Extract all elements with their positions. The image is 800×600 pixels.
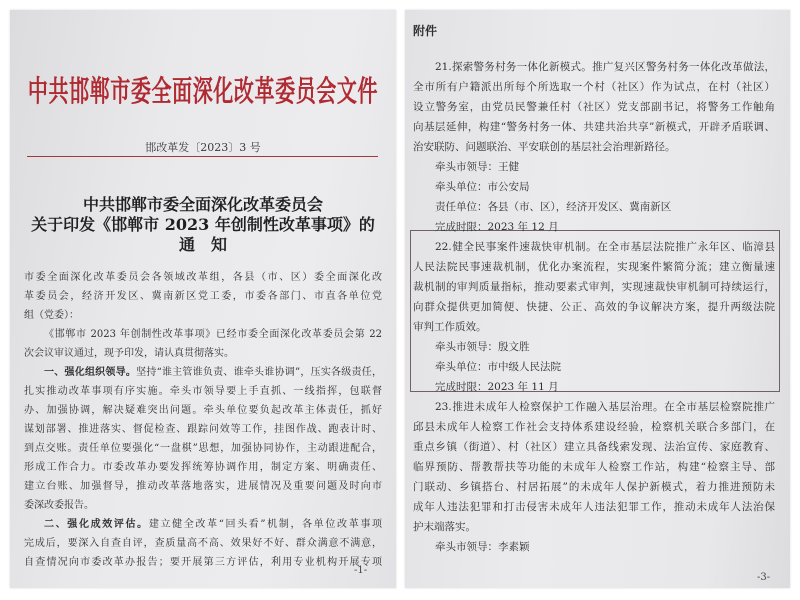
paragraph-line: 革委员会，经济开发区、冀南新区党工委，市委各部门、市直各单位党 bbox=[24, 291, 382, 302]
document-number: 邯改革发〔2023〕3 号 bbox=[145, 141, 261, 154]
paragraph-line: 办、加强协调，解决疑难突出问题。牵头单位要负起改革主体责任，抓好 bbox=[24, 405, 382, 416]
paragraph-line: 市委全面深化改革委员会各领域改革组，各县（市、区）委全面深化改 bbox=[24, 272, 382, 283]
paragraph-line: 裁机制的审判质量指标，推动要素式审判，实现速裁快审机制可持续运行， bbox=[413, 281, 775, 293]
paragraph-line: 形成工作合力。市委改革办要发挥统筹协调作用，制定方案、明确责任、 bbox=[24, 462, 382, 473]
section-text: 建立健全改革“回头看”机制，各单位改革事项 bbox=[148, 519, 382, 530]
paragraph-line: 审判工作质效。 bbox=[413, 321, 487, 333]
paragraph-line: 成年人违法犯罪和打击侵害未成年人违法犯罪工作，推动未成年人法治保 bbox=[413, 501, 775, 513]
paragraph-line bbox=[44, 517, 382, 532]
document-page-1 bbox=[10, 10, 396, 588]
paragraph-line: 次会议审议通过，现予印发，请认真贯彻落实。 bbox=[24, 348, 234, 359]
paragraph-line: 向基层延伸，构建“警务村务一体、共建共治共享”新模式，开辟矛盾联调、 bbox=[413, 121, 775, 133]
paragraph-line: 邱县未成年人检察工作社会支持体系建设经验，检察机关联合多部门，在 bbox=[413, 421, 775, 433]
page-number: -3- bbox=[757, 572, 771, 583]
field-line: 责任单位：各县（市、区），经济开发区、冀南新区 bbox=[435, 201, 672, 213]
document-page-3 bbox=[405, 10, 790, 588]
section-heading: 一、强化组织领导。 bbox=[44, 367, 137, 378]
paragraph-line: 全市所有户籍派出所每个所选取一个村（社区）作为试点，在村（社区） bbox=[413, 81, 775, 93]
field-line: 牵头单位：市中级人民法院 bbox=[435, 361, 561, 373]
field-line: 完成时限：2023 年 12 月 bbox=[435, 221, 559, 233]
paragraph-line: 建立台账、加强督导，推动改革落地落实，进展情况及重要问题及时向市 bbox=[24, 481, 382, 492]
paragraph-line: 22.健全民事案件速裁快审机制。在全市基层法院推广永年区、临漳县 bbox=[435, 241, 775, 253]
paragraph-line: 组（党委）： bbox=[24, 310, 79, 321]
document-header-title: 中共邯郸市委全面深化改革委员会文件 bbox=[27, 73, 379, 109]
section-text: 坚持“谁主管谁负责、谁牵头谁协调”，压实各级责任， bbox=[136, 367, 382, 378]
section-heading: 二、强化成效评估。 bbox=[44, 519, 149, 530]
paragraph-line: 扎实推动改革事项有序实施。牵头市领导要上手直抓、一线指挥，包联督 bbox=[24, 386, 382, 397]
notice-title-line-3: 通 知 bbox=[178, 235, 227, 254]
field-line: 牵头市领导：李素颖 bbox=[435, 541, 530, 553]
header-divider bbox=[27, 156, 378, 157]
paragraph-line: 设立警务室，由党员民警兼任村（社区）党支部副书记，将警务工作触角 bbox=[413, 101, 775, 113]
paragraph-line: 临界预防、帮教帮扶等功能的未成年人检察工作站，构建“检察主导、部 bbox=[413, 461, 775, 473]
paragraph-line: 完成后，要深入自查自评，查质量高不高、效果好不好、群众满意不满意， bbox=[24, 538, 382, 549]
page-number: -1- bbox=[354, 565, 368, 576]
field-line: 牵头市领导：王健 bbox=[435, 161, 519, 173]
attachment-label: 附件 bbox=[413, 24, 438, 38]
field-line: 牵头单位：市公安局 bbox=[435, 181, 530, 193]
paragraph-line: 自查情况向市委改革办报告；要开展第三方评估，利用专业机构开展专项 bbox=[24, 557, 382, 568]
paragraph-line: 谋划部署、推进落实、督促检查、跟踪问效等工作，挂图作战、跑表计时、 bbox=[24, 424, 382, 435]
paragraph-line: 到点交账。责任单位要强化“一盘棋”思想，加强协同协作，主动跟进配合， bbox=[24, 443, 382, 454]
field-line: 完成时限：2023 年 11 月 bbox=[435, 381, 559, 393]
paragraph-line: 23.推进未成年人检察保护工作融入基层治理。在全市基层检察院推广 bbox=[435, 401, 775, 413]
field-line: 牵头市领导：殷文胜 bbox=[435, 341, 530, 353]
paragraph-line: 《邯郸市 2023 年创制性改革事项》已经市委全面深化改革委员会第 22 bbox=[44, 329, 382, 340]
paragraph-line: 重点乡镇（街道）、村（社区）建立具备线索发现、法治宣传、家庭教育、 bbox=[413, 441, 775, 453]
paragraph-line: 门联动、乡镇搭台、村居拓展”的未成年人保护新模式，着力推进预防未 bbox=[413, 481, 775, 493]
notice-title-line-1: 中共邯郸市委全面深化改革委员会 bbox=[82, 195, 323, 214]
paragraph-line: 治安联防、问题联治、平安联创的基层社会治理新路径。 bbox=[413, 141, 676, 153]
paragraph-line: 护末端落实。 bbox=[413, 521, 476, 533]
paragraph-line: 委深改委报告。 bbox=[24, 500, 94, 511]
paragraph-line: 人民法院民事速裁机制，优化办案流程，实现案件繁简分流；建立衡量速 bbox=[413, 261, 775, 273]
paragraph-line: 21.探索警务村务一体化新模式。推广复兴区警务村务一体化改革做法， bbox=[435, 61, 775, 73]
paragraph-line: 向群众提供更加简便、快捷、公正、高效的争议解决方案，提升两级法院 bbox=[413, 301, 775, 313]
paragraph-line bbox=[44, 365, 382, 380]
notice-title-line-2: 关于印发《邯郸市 2023 年创制性改革事项》的 bbox=[31, 215, 375, 234]
